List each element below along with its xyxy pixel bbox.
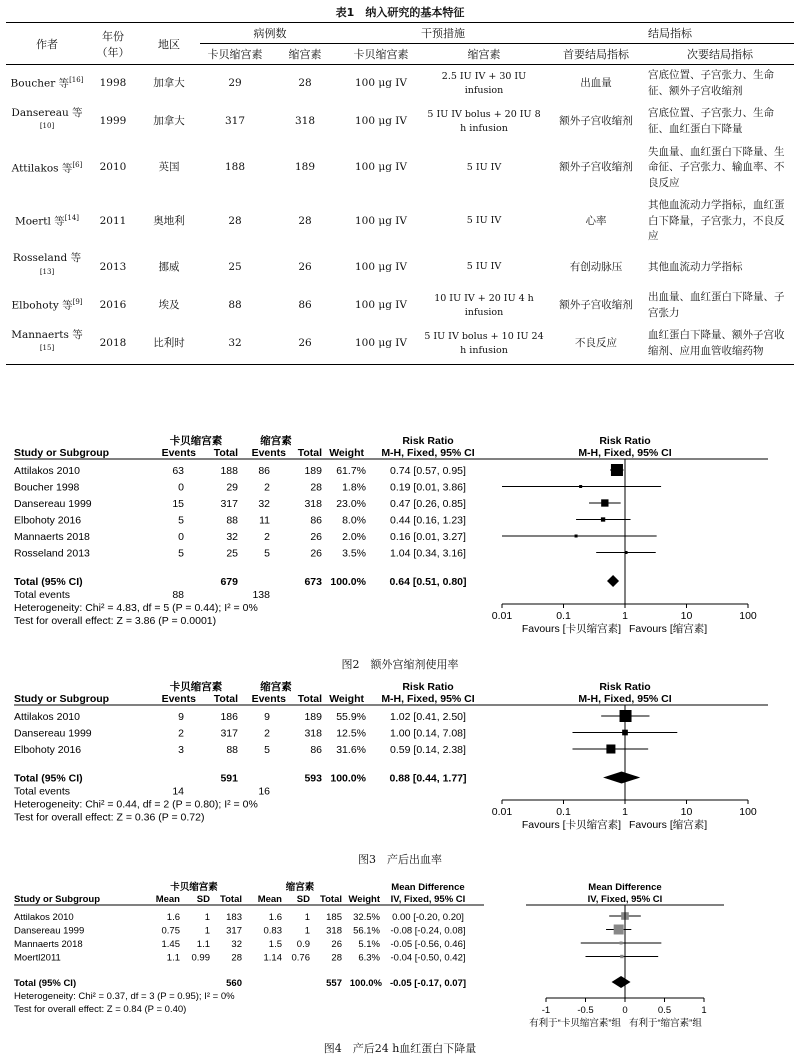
study-name: Attilakos 2010 [14,711,80,723]
header-primary: 首要结局指标 [546,44,646,65]
group-b-header: 缩宫素 [260,681,292,693]
x-tick-label: 100 [739,806,757,818]
author-cell: Mannaerts 等[15] [11,328,83,353]
total-weight: 100.0% [330,772,366,785]
plot-method-header: IV, Fixed, 95% CI [587,894,663,905]
point-estimate-box [614,925,624,935]
author-cell: Elbohoty 等[9] [11,298,83,312]
primary-cell: 额外子宫收缩剂 [559,115,633,128]
column-header: SD [196,894,210,905]
plot-effect-header: Risk Ratio [599,681,651,693]
study-value: 88 [226,744,238,756]
group-b-header: 缩宫素 [260,435,292,447]
x-tick-label: 0 [622,1005,628,1016]
figure-3 [4,680,796,847]
study-name: Attilakos 2010 [14,465,80,477]
total-events-a: 14 [172,785,184,798]
reference-marker: [6] [72,160,83,169]
point-estimate-box [611,464,623,476]
study-value: 32 [258,498,270,510]
cases-a-cell: 29 [228,76,242,89]
column-header: Weight [348,894,380,905]
forest-plot-2 [4,434,796,646]
figure-3-caption: 图3 产后出血率 [358,853,442,866]
total-label: Total (95% CI) [14,576,83,588]
author-cell: Rosseland 等[13] [12,252,82,276]
figure-2 [4,434,796,651]
primary-cell: 额外子宫收缩剂 [559,298,633,311]
reference-marker: [10] [39,122,55,131]
study-value: 0.83 [263,925,282,937]
total-b: 557 [326,978,342,989]
int-b-cell: 5 IU IV [466,215,502,227]
header-cases-a: 卡贝缩宫素 [200,44,270,65]
study-ci: 1.00 [0.14, 7.08] [390,727,466,740]
int-b-cell: 10 IU IV + 20 IU 4 h infusion [434,292,534,318]
reference-marker: [13] [39,267,55,276]
cases-b-cell: 318 [294,115,316,128]
total-b: 673 [304,576,322,588]
secondary-cell: 其他血流动力学指标 [648,260,743,273]
cases-a-cell: 188 [224,161,246,174]
favours-left-label: 有利于“卡贝缩宫素”组 [529,1018,621,1029]
int-a-cell: 100 μg IV [355,214,407,227]
header-int-a: 卡贝缩宫素 [340,44,422,65]
cases-a-cell: 28 [228,214,242,227]
year-cell: 2018 [99,337,127,350]
study-value: 55.9% [336,711,366,723]
total-events-label: Total events [14,785,71,798]
x-tick-label: 100 [739,610,757,622]
study-value: 8.0% [342,514,366,527]
table-row [6,142,794,195]
year-cell: 2010 [99,161,127,174]
method-header: M-H, Fixed, 95% CI [381,447,475,459]
study-value: 63 [172,465,184,477]
study-value: 26 [310,547,322,560]
study-ci: 0.59 [0.14, 2.38] [390,744,466,756]
region-cell: 挪威 [158,260,180,273]
primary-cell: 出血量 [580,76,612,89]
region-cell: 加拿大 [153,76,185,89]
study-value: 88 [226,514,238,527]
study-value: 3.5% [342,547,366,560]
total-label: Total (95% CI) [14,772,83,785]
study-value: 28 [310,481,322,494]
study-name: Elbohoty 2016 [14,514,82,527]
study-value: 1 [204,912,210,923]
overall-effect-text: Test for overall effect: Z = 0.36 (P = 0.72) [14,811,205,824]
header-cases: 病例数 [200,23,340,44]
favours-left-label: Favours [卡贝缩宫素] [521,819,621,831]
study-value: 317 [220,498,238,510]
study-value: 9 [178,711,184,723]
header-outcome: 结局指标 [546,23,794,44]
study-value: 318 [326,925,342,937]
effect-header: Mean Difference [391,882,465,893]
study-value: 1.14 [263,952,282,964]
x-tick-label: -1 [541,1005,551,1016]
total-events-b: 16 [258,785,270,798]
int-a-cell: 100 μg IV [355,115,407,128]
study-name: Mannaerts 2018 [14,531,90,543]
study-ci: 0.19 [0.01, 3.86] [390,481,466,494]
study-header: Study or Subgroup [14,447,110,459]
plot-method-header: M-H, Fixed, 95% CI [578,693,672,705]
study-value: 186 [220,711,238,723]
favours-right-label: Favours [缩宫素] [629,819,708,831]
column-header: Events [251,693,286,705]
study-value: 0 [178,481,184,494]
study-header: Study or Subgroup [14,894,101,905]
column-header: Total [297,693,322,705]
study-value: 0.76 [291,952,310,964]
primary-cell: 心率 [585,214,607,227]
point-estimate-box [620,941,623,944]
study-name: Mannaerts 2018 [14,939,83,950]
total-events-b: 138 [252,589,270,601]
study-value: 1 [204,925,210,937]
point-estimate-box [620,955,623,958]
summary-diamond [607,575,619,587]
int-b-cell: 5 IU IV [466,162,502,173]
region-cell: 比利时 [153,337,185,350]
study-value: 29 [226,481,238,494]
year-cell: 2016 [99,298,127,311]
study-value: 318 [304,727,322,740]
reference-marker: [15] [39,344,55,353]
study-value: 23.0% [336,498,366,510]
column-header: Total [220,894,242,905]
column-header: Weight [329,693,364,705]
study-value: 86 [258,465,270,477]
study-value: 26 [331,939,342,950]
cases-b-cell: 28 [298,214,312,227]
x-tick-label: 10 [680,806,693,818]
column-header: Events [161,447,196,459]
total-ci: -0.05 [-0.17, 0.07] [389,978,467,989]
study-value: 11 [259,514,270,527]
reference-marker: [14] [64,213,80,222]
study-value: 317 [226,925,242,937]
study-value: 1.1 [166,952,180,964]
int-b-cell: 5 IU IV bolus + 10 IU 24 h infusion [424,330,544,356]
author-cell: Dansereau 等[10] [11,106,83,131]
study-value: 1.5 [268,939,282,950]
primary-cell: 额外子宫收缩剂 [559,161,633,174]
figure-4 [4,880,796,1037]
total-b: 593 [304,772,322,785]
study-name: Elbohoty 2016 [14,744,82,756]
favours-right-label: Favours [缩宫素] [629,623,708,635]
total-weight: 100.0% [349,978,382,989]
study-value: 318 [304,498,322,510]
favours-right-label: 有利于“缩宫素”组 [629,1018,702,1029]
study-value: 2.0% [342,531,366,543]
study-value: 183 [226,912,242,923]
study-value: 1.8% [342,481,366,494]
study-value: 2 [264,727,270,740]
figure-2-caption: 图2 额外宫缩剂使用率 [341,658,459,671]
column-header: Total [297,447,322,459]
study-value: 1.45 [161,939,180,950]
study-value: 1 [304,925,310,937]
overall-effect-text: Test for overall effect: Z = 0.84 (P = 0.40) [14,1004,187,1015]
plot-method-header: M-H, Fixed, 95% CI [578,447,672,459]
x-tick-label: 1 [622,806,628,818]
study-value: 26 [310,531,322,543]
study-value: 0.75 [161,925,180,937]
study-ci: 0.47 [0.26, 0.85] [390,498,466,510]
header-cases-b: 缩宫素 [270,44,340,65]
study-value: 3 [178,744,184,756]
header-int-b: 缩宫素 [422,44,546,65]
region-cell: 英国 [158,161,180,174]
study-ci: -0.08 [-0.24, 0.08] [390,925,466,937]
study-value: 32 [231,939,242,950]
study-ci: 0.44 [0.16, 1.23] [390,514,466,527]
cases-b-cell: 28 [298,76,312,89]
column-header: Events [161,693,196,705]
secondary-cell: 宫底位置、子宫张力、生命征、血红蛋白下降量 [648,107,774,135]
study-name: Dansereau 1999 [14,727,92,740]
region-cell: 埃及 [158,298,180,311]
point-estimate-box [601,517,605,521]
year-cell: 2011 [99,214,127,227]
method-header: M-H, Fixed, 95% CI [381,693,475,705]
int-a-cell: 100 μg IV [355,76,407,89]
author-cell: Attilakos 等[6] [11,160,83,174]
overall-effect-text: Test for overall effect: Z = 3.86 (P = 0.0001) [14,615,217,627]
study-ci: 1.04 [0.34, 3.16] [390,547,466,560]
study-value: 188 [220,465,238,477]
reference-marker: [16] [69,76,84,85]
study-value: 32 [226,531,238,543]
study-value: 31.6% [336,744,366,756]
secondary-cell: 失血量、血红蛋白下降量、生命征、子宫张力、输血率、不良反应 [648,145,785,189]
study-name: Boucher 1998 [14,481,80,494]
group-a-header: 卡贝缩宫素 [169,435,223,447]
column-header: Total [320,894,342,905]
study-ci: -0.05 [-0.56, 0.46] [390,939,466,950]
cases-a-cell: 25 [228,260,242,273]
heterogeneity-text: Heterogeneity: Chi² = 0.44, df = 2 (P = 0.80); I² = 0% [14,798,258,811]
secondary-cell: 血红蛋白下降量、额外子宫收缩剂、应用血管收缩药物 [648,329,785,357]
column-header: Weight [329,447,364,459]
study-ci: 0.16 [0.01, 3.27] [390,531,466,543]
study-ci: 0.00 [-0.20, 0.20] [392,912,464,923]
x-tick-label: 1 [622,610,628,622]
summary-diamond [603,772,640,784]
cases-b-cell: 26 [298,337,312,350]
study-value: 25 [226,547,238,560]
cases-a-cell: 32 [228,337,242,350]
study-value: 5 [178,514,184,527]
total-label: Total (95% CI) [14,978,77,989]
int-b-cell: 2.5 IU IV + 30 IU infusion [441,70,527,96]
effect-header: Risk Ratio [402,435,454,447]
author-cell: Boucher 等[16] [10,76,84,90]
study-value: 189 [304,465,322,477]
table-row [6,248,794,287]
cases-a-cell: 317 [224,115,246,128]
region-cell: 加拿大 [153,115,185,128]
study-value: 0.9 [296,939,310,950]
int-a-cell: 100 μg IV [355,161,407,174]
x-tick-label: 0.01 [491,806,513,818]
study-value: 1.6 [166,912,180,923]
study-value: 185 [326,912,342,923]
study-value: 28 [331,952,342,964]
study-name: Rosseland 2013 [14,547,90,560]
year-cell: 1998 [99,76,127,89]
total-a: 591 [220,772,238,785]
header-year: 年份 （年） [88,23,138,65]
table-row [6,65,794,103]
study-value: 28 [231,952,242,964]
point-estimate-box [620,710,632,722]
cases-b-cell: 189 [294,161,316,174]
point-estimate-box [575,535,578,538]
study-header: Study or Subgroup [14,693,110,705]
forest-plot-4 [4,880,796,1032]
study-name: Dansereau 1999 [14,498,92,510]
secondary-cell: 宫底位置、子宫张力、生命征、额外子宫收缩剂 [648,69,774,97]
study-value: 317 [220,727,238,740]
group-a-header: 卡贝缩宫素 [169,681,223,693]
study-value: 1 [304,912,310,923]
author-cell: Moertl 等[14] [14,213,80,228]
table1-caption: 表1 纳入研究的基本特征 [335,6,465,19]
study-ci: -0.04 [-0.50, 0.42] [390,952,466,964]
total-ci: 0.88 [0.44, 1.77] [389,772,467,785]
study-value: 15 [172,498,184,510]
study-value: 2 [264,531,270,543]
table-row [6,103,794,142]
total-events-a: 88 [172,589,184,601]
secondary-cell: 出血量、血红蛋白下降量、子宫张力 [648,291,785,319]
secondary-cell: 其他血流动力学指标，血红蛋白下降量，子宫张力，不良反应 [648,198,785,243]
total-a: 679 [220,576,238,588]
study-value: 5.1% [358,939,380,950]
x-tick-label: 0.1 [556,806,571,818]
column-header: Total [213,693,238,705]
heterogeneity-text: Heterogeneity: Chi² = 0.37, df = 3 (P = 0.95); I² = 0% [14,991,235,1002]
study-value: 2 [178,727,184,740]
total-ci: 0.64 [0.51, 0.80] [389,576,467,588]
study-name: Dansereau 1999 [14,925,85,937]
summary-diamond [612,976,631,988]
table-row [6,195,794,248]
column-header: SD [296,894,310,905]
study-value: 86 [310,514,322,527]
study-ci: 0.74 [0.57, 0.95] [390,465,466,477]
study-value: 56.1% [353,925,380,937]
point-estimate-box [606,744,615,753]
study-value: 0.99 [191,952,210,964]
study-value: 1.6 [268,912,282,923]
study-value: 86 [310,744,322,756]
study-value: 5 [178,547,184,560]
study-value: 32.5% [353,912,380,923]
study-value: 2 [264,481,270,494]
x-tick-label: 0.5 [657,1005,672,1016]
column-header: Mean [155,894,180,905]
int-a-cell: 100 μg IV [355,260,407,273]
table1 [6,22,794,365]
column-header: Mean [257,894,282,905]
plot-effect-header: Mean Difference [588,882,662,893]
x-tick-label: 0.1 [556,610,571,622]
cases-a-cell: 88 [228,298,242,311]
header-intervention: 干预措施 [340,23,546,44]
study-name: Attilakos 2010 [14,912,74,923]
year-cell: 1999 [99,115,127,128]
study-value: 5 [264,744,270,756]
table-row [6,325,794,365]
group-a-header: 卡贝缩宫素 [170,882,218,893]
table-row [6,287,794,325]
figure-4-caption: 图4 产后24 h血红蛋白下降量 [323,1042,477,1055]
group-b-header: 缩宫素 [285,882,315,893]
point-estimate-box [601,499,608,506]
study-value: 61.7% [336,465,366,477]
total-weight: 100.0% [330,576,366,588]
study-value: 6.3% [358,952,380,964]
cases-b-cell: 86 [298,298,312,311]
cases-b-cell: 26 [298,260,312,273]
year-cell: 2013 [99,260,127,273]
study-ci: 1.02 [0.41, 2.50] [390,711,466,723]
total-events-label: Total events [14,589,71,601]
header-secondary: 次要结局指标 [646,44,794,65]
column-header: Events [251,447,286,459]
primary-cell: 有创动脉压 [569,260,623,273]
study-value: 5 [264,547,270,560]
plot-effect-header: Risk Ratio [599,435,651,447]
study-value: 1.1 [196,939,210,950]
reference-marker: [9] [72,298,83,307]
region-cell: 奥地利 [153,214,185,227]
x-tick-label: -0.5 [577,1005,594,1016]
study-value: 0 [178,531,184,543]
study-value: 12.5% [336,727,366,740]
column-header: Total [213,447,238,459]
study-name: Moertl2011 [14,952,61,964]
effect-header: Risk Ratio [402,681,454,693]
x-tick-label: 1 [701,1005,707,1016]
forest-plot-3 [4,680,796,842]
int-b-cell: 5 IU IV bolus + 20 IU 8 h infusion [427,108,541,134]
x-tick-label: 10 [680,610,693,622]
primary-cell: 不良反应 [575,337,617,350]
method-header: IV, Fixed, 95% CI [390,894,466,905]
header-region: 地区 [138,23,200,65]
int-a-cell: 100 μg IV [355,337,407,350]
header-author: 作者 [6,23,88,65]
x-tick-label: 0.01 [491,610,513,622]
int-b-cell: 5 IU IV [466,261,502,273]
heterogeneity-text: Heterogeneity: Chi² = 4.83, df = 5 (P = 0.44); I² = 0% [14,602,258,614]
int-a-cell: 100 μg IV [355,298,407,311]
favours-left-label: Favours [卡贝缩宫素] [521,623,621,635]
point-estimate-box [579,485,582,488]
study-value: 9 [264,711,270,723]
total-a: 560 [226,978,242,989]
study-value: 189 [304,711,322,723]
